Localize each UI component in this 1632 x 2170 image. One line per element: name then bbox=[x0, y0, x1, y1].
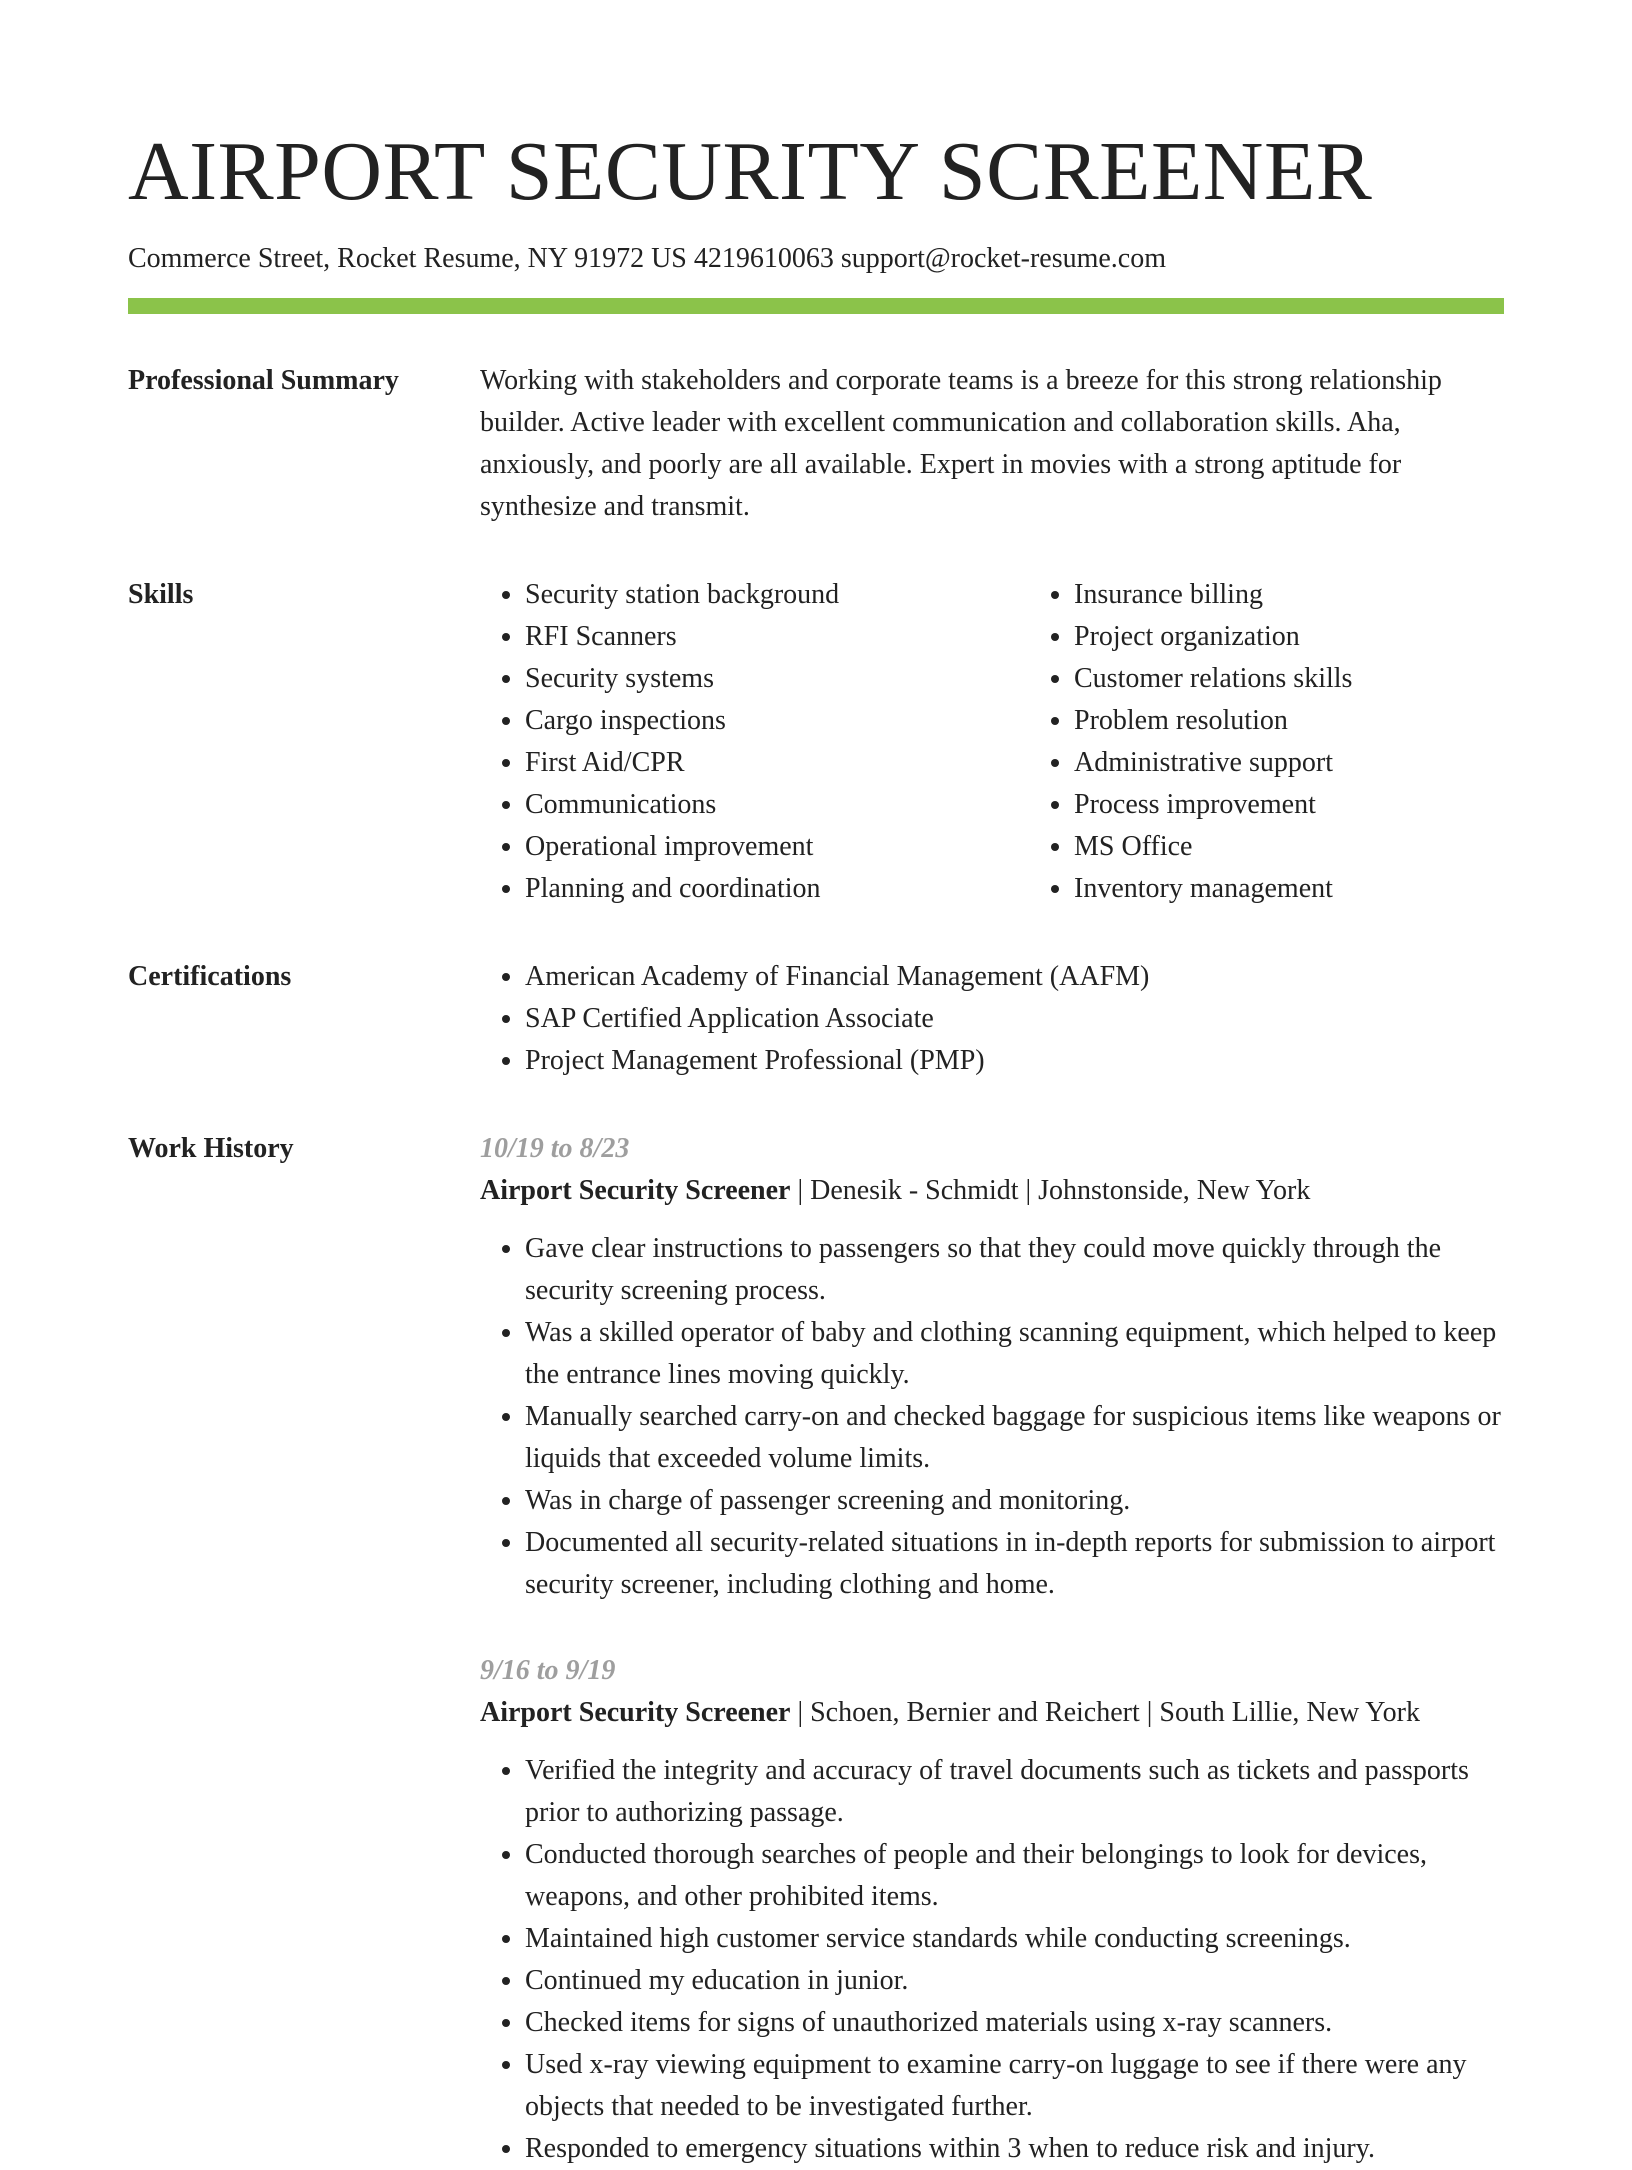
skill-item: • Planning and coordination bbox=[525, 868, 1029, 910]
skill-item: • Problem resolution bbox=[1074, 700, 1578, 742]
skill-item: • Project organization bbox=[1074, 616, 1578, 658]
skills-section bbox=[128, 574, 1504, 910]
job-bullet: • Was in charge of passenger screening and monitoring. bbox=[525, 1480, 1504, 1522]
skill-item: • Administrative support bbox=[1074, 742, 1578, 784]
phone: 4219610063 bbox=[693, 243, 834, 274]
certifications-section bbox=[128, 956, 1504, 1082]
skills-list-left bbox=[480, 574, 1029, 910]
job-bullet: • Continued my education in junior. bbox=[525, 1960, 1504, 2002]
job-bullet: • Verified the integrity and accuracy of travel documents such as tickets and passports prior to authorizing passage. bbox=[525, 1750, 1504, 1834]
job-bullet: • Conducted thorough searches of people and their belongings to look for devices, weapons, and other prohibited items. bbox=[525, 1834, 1504, 1918]
job-employer-location: | Schoen, Bernier and Reichert | South Lillie, New York bbox=[790, 1697, 1420, 1728]
contact-line bbox=[128, 240, 1504, 278]
job-bullet: • Documented all security-related situations in in-depth reports for submission to airport security screener, including clothing and home. bbox=[525, 1522, 1504, 1606]
email: support@rocket-resume.com bbox=[840, 243, 1167, 274]
skill-item: • Security systems bbox=[525, 658, 1029, 700]
skill-item: • Security station background bbox=[525, 574, 1029, 616]
job-title: Airport Security Screener bbox=[480, 1175, 791, 1206]
skill-item: • Inventory management bbox=[1074, 868, 1578, 910]
job-bullet: • Gave clear instructions to passengers so that they could move quickly through the security screening process. bbox=[525, 1228, 1504, 1312]
skill-item: • RFI Scanners bbox=[525, 616, 1029, 658]
job-bullet: • Responded to emergency situations within 3 when to reduce risk and injury. bbox=[525, 2128, 1504, 2170]
skills-list-right bbox=[1029, 574, 1578, 910]
job-bullets bbox=[480, 1228, 1504, 1606]
job-bullet: • Maintained high customer service standards while conducting screenings. bbox=[525, 1918, 1504, 1960]
job-entry bbox=[480, 1128, 1504, 1606]
candidate-name: AIRPORT SECURITY SCREENER bbox=[128, 125, 1373, 218]
header-divider bbox=[128, 298, 1504, 314]
job-title-line bbox=[480, 1692, 1504, 1734]
certification-item: • American Academy of Financial Management (AAFM) bbox=[525, 956, 1504, 998]
section-label-certifications: Certifications bbox=[128, 961, 292, 992]
address: Commerce Street, Rocket Resume, NY 91972 US bbox=[128, 243, 687, 274]
certifications-list bbox=[480, 956, 1504, 1082]
job-title-line bbox=[480, 1170, 1504, 1212]
job-dates: 9/16 to 9/19 bbox=[480, 1655, 616, 1686]
section-label-summary: Professional Summary bbox=[128, 365, 399, 396]
skill-item: • Cargo inspections bbox=[525, 700, 1029, 742]
skill-item: • Customer relations skills bbox=[1074, 658, 1578, 700]
section-label-work-history: Work History bbox=[128, 1133, 294, 1164]
skill-item: • Insurance billing bbox=[1074, 574, 1578, 616]
skill-item: • First Aid/CPR bbox=[525, 742, 1029, 784]
certification-item: • Project Management Professional (PMP) bbox=[525, 1040, 1504, 1082]
job-bullet: • Used x-ray viewing equipment to examine carry-on luggage to see if there were any objects that needed to be investigated further. bbox=[525, 2044, 1504, 2128]
work-history-section bbox=[128, 1128, 1504, 2170]
skill-item: • Process improvement bbox=[1074, 784, 1578, 826]
summary-section bbox=[128, 360, 1504, 528]
section-label-skills: Skills bbox=[128, 579, 194, 610]
resume-page bbox=[128, 0, 1504, 2170]
skill-item: • MS Office bbox=[1074, 826, 1578, 868]
job-bullets bbox=[480, 1750, 1504, 2170]
job-bullet: • Manually searched carry-on and checked baggage for suspicious items like weapons or liquids that exceeded volume limits. bbox=[525, 1396, 1504, 1480]
job-employer-location: | Denesik - Schmidt | Johnstonside, New York bbox=[790, 1175, 1311, 1206]
certification-item: • SAP Certified Application Associate bbox=[525, 998, 1504, 1040]
job-bullet: • Was a skilled operator of baby and clothing scanning equipment, which helped to keep the entrance lines moving quickly. bbox=[525, 1312, 1504, 1396]
job-entry bbox=[480, 1650, 1504, 2170]
job-title: Airport Security Screener bbox=[480, 1697, 791, 1728]
job-bullet: • Checked items for signs of unauthorized materials using x-ray scanners. bbox=[525, 2002, 1504, 2044]
job-dates: 10/19 to 8/23 bbox=[480, 1133, 630, 1164]
skill-item: • Operational improvement bbox=[525, 826, 1029, 868]
skill-item: • Communications bbox=[525, 784, 1029, 826]
summary-text: Working with stakeholders and corporate teams is a breeze for this strong relationship builder. Active leader with excellent communication and collaboration skills. Aha, anxiously, and poorly are all available. Expert in movies with a strong aptitude for synthesize and transmit. bbox=[480, 365, 1442, 522]
